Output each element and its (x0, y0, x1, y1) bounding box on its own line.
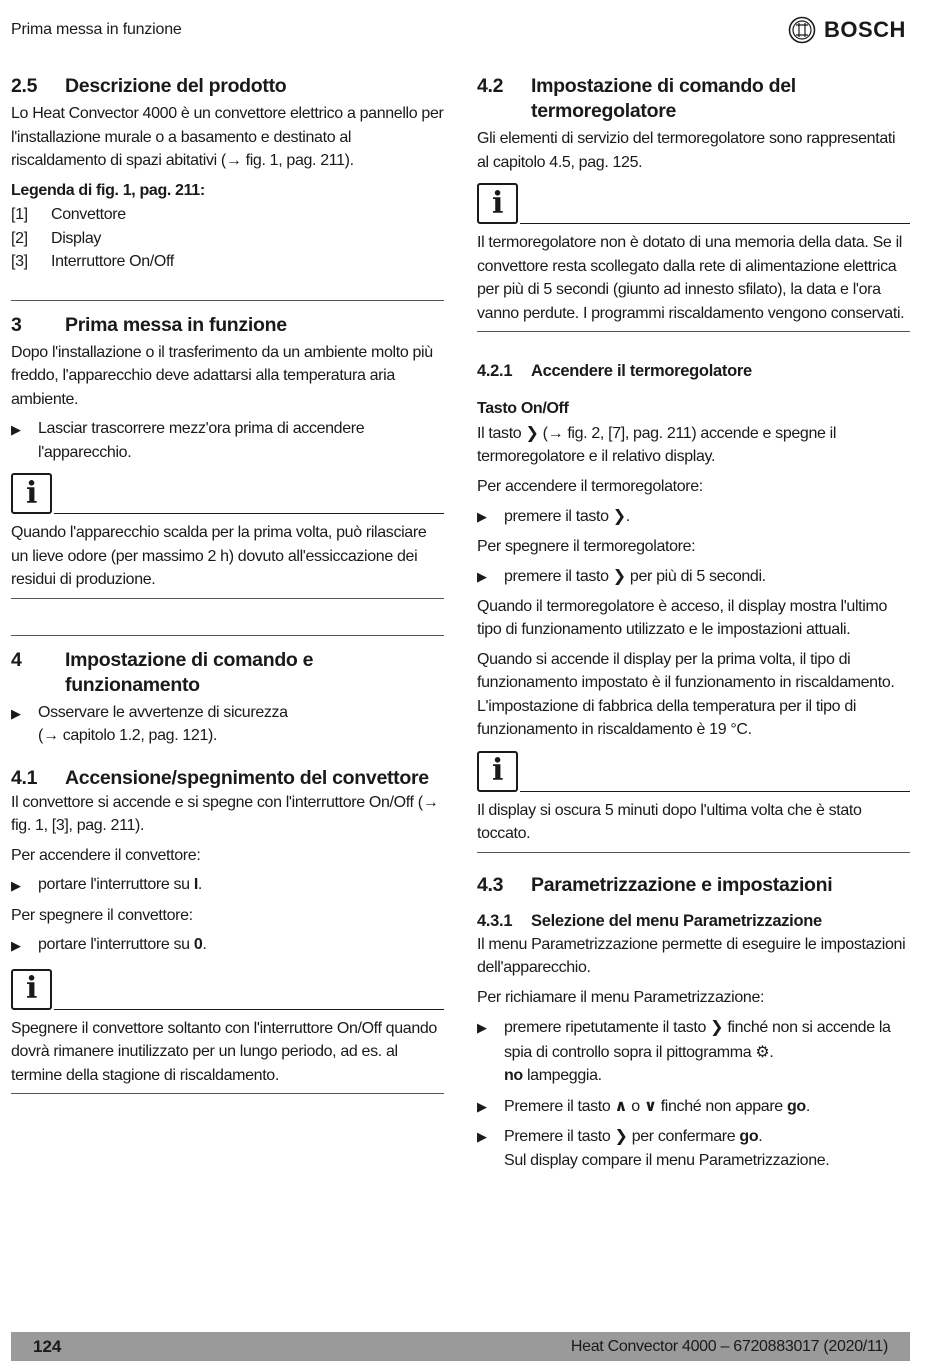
section-heading: 4.2 Impostazione di comando del termoregolatore (477, 75, 796, 122)
document-id: Heat Convector 4000 – 6720883017 (2020/11) (570, 1337, 888, 1355)
note-text: Il display si oscura 5 minuti dopo l'ultima volta che è stato toccato. (477, 801, 862, 842)
info-note (477, 180, 910, 332)
triangle-bullet-icon: ▶ (477, 509, 487, 524)
brand-name: BOSCH (824, 17, 906, 42)
info-icon: i (11, 969, 52, 1010)
list-item: ▶ Premere il tasto ❯ per confermare go. Sul display compare il menu Parametrizzazione. (477, 1124, 910, 1172)
gear-icon: ⚙ (755, 1041, 770, 1061)
paragraph: Gli elementi di servizio del termoregolatore sono rappresentati al capitolo 4.5, pag. 125. (477, 130, 896, 171)
paragraph: Quando si accende il display per la prima volta, il tipo di funzionamento impostato è il funzionamento in riscaldamento. L'impostazione di fabbrica della temperatura per il tipo di funzionamento in riscaldamento è 19 °C. (477, 650, 895, 738)
section-heading: 4.3 Parametrizzazione e impostazioni (477, 873, 833, 896)
bosch-armature-icon (788, 16, 816, 44)
paragraph: Per spegnere il convettore: (11, 906, 193, 924)
triangle-bullet-icon: ▶ (477, 1129, 487, 1144)
page-footer (11, 1332, 910, 1361)
triangle-bullet-icon: ▶ (11, 878, 21, 893)
info-note (11, 966, 444, 1095)
section-heading: 4 Impostazione di comando e funzionamento (11, 648, 314, 696)
triangle-bullet-icon: ▶ (477, 1098, 487, 1114)
right-column (477, 74, 910, 1178)
key-title: Tasto On/Off (477, 400, 569, 417)
bosch-logo (788, 16, 906, 44)
triangle-bullet-icon: ▶ (11, 705, 21, 721)
paragraph: Quando il termoregolatore è acceso, il display mostra l'ultimo tipo di funzionamento utilizzato e le impostazioni attuali. (477, 597, 887, 638)
legend-item: [1] Convettore (11, 206, 126, 223)
info-icon: i (477, 183, 518, 224)
subsection-heading: 4.2.1 Accendere il termoregolatore (477, 362, 752, 380)
page-number: 124 (33, 1336, 62, 1356)
chevron-right-icon: ❯ (612, 566, 626, 585)
list-item: ▶ portare l'interruttore su 0. (11, 933, 444, 958)
paragraph: Lo Heat Convector 4000 è un convettore elettrico a pannello per l'installazione murale o a basamento e destinato al riscaldamento di spazi abitativi (→ fig. 1, pag. 211). (11, 105, 444, 169)
paragraph: Per accendere il convettore: (11, 846, 201, 864)
triangle-bullet-icon: ▶ (11, 422, 21, 437)
legend-item: [3] Interruttore On/Off (11, 253, 174, 270)
paragraph: Il convettore si accende e si spegne con l'interruttore On/Off (→ fig. 1, [3], pag. 211). (11, 793, 439, 834)
list-item: ▶ Osservare le avvertenze di sicurezza (→ capitolo 1.2, pag. 121). (11, 701, 444, 748)
list-item: ▶ premere ripetutamente il tasto ❯ finché non si accende la spia di controllo sopra il pittogramma ⚙. no lampeggia. (477, 1015, 910, 1088)
section-divider (11, 635, 444, 698)
paragraph: Il tasto ❯ (→ fig. 2, [7], pag. 211) accende e spegne il termoregolatore e il relativo display. (477, 422, 837, 465)
chevron-right-icon: ❯ (525, 422, 539, 442)
subsection-heading: 4.3.1 Selezione del menu Parametrizzazione (477, 911, 822, 930)
info-icon: i (477, 751, 518, 792)
chevron-right-icon: ❯ (612, 506, 626, 525)
triangle-bullet-icon: ▶ (477, 1020, 487, 1035)
list-item: ▶ Premere il tasto ∧ o ∨ finché non appare go. (477, 1094, 910, 1119)
chevron-down-icon: ∨ (643, 1095, 657, 1115)
legend-item: [2] Display (11, 229, 102, 247)
chevron-up-icon: ∧ (614, 1095, 628, 1115)
list-item: ▶ premere il tasto ❯ per più di 5 secondi. (477, 564, 910, 589)
list-item: ▶ portare l'interruttore su I. (11, 873, 444, 898)
paragraph: Per accendere il termoregolatore: (477, 477, 703, 495)
section-heading: 2.5 Descrizione del prodotto (11, 75, 287, 97)
paragraph: Il menu Parametrizzazione permette di eseguire le impostazioni dell'apparecchio. (477, 935, 906, 976)
section-divider (11, 300, 444, 338)
list-item: ▶ premere il tasto ❯. (477, 504, 910, 529)
info-note (477, 748, 910, 853)
triangle-bullet-icon: ▶ (477, 569, 487, 584)
legend-title: Legenda di fig. 1, pag. 211: (11, 181, 205, 199)
note-text: Spegnere il convettore soltanto con l'interruttore On/Off quando dovrà rimanere inutilizzato per un lungo periodo, ad es. al termine della stagione di riscaldamento. (11, 1019, 437, 1084)
paragraph: Per spegnere il termoregolatore: (477, 537, 696, 555)
running-header: Prima messa in funzione (11, 21, 182, 38)
list-item: ▶ Lasciar trascorrere mezz'ora prima di accendere l'apparecchio. (11, 417, 444, 464)
chevron-right-icon: ❯ (614, 1126, 628, 1145)
info-note (11, 470, 444, 599)
note-text: Quando l'apparecchio scalda per la prima volta, può rilasciare un lieve odore (per massimo 2 h) dovuto all'essiccazione dei residui di produzione. (11, 524, 427, 588)
section-heading: 3 Prima messa in funzione (11, 313, 287, 336)
info-icon: i (11, 473, 52, 514)
note-text: Il termoregolatore non è dotato di una memoria della data. Se il convettore resta scollegato dalla rete di alimentazione elettrica per più di 5 secondi (giunto ad innesto sfilato), la data e l'ora vanno perdute. I programmi riscaldamento vengono conservati. (477, 234, 905, 322)
chevron-right-icon: ❯ (710, 1017, 724, 1036)
triangle-bullet-icon: ▶ (11, 938, 21, 953)
paragraph: Dopo l'installazione o il trasferimento da un ambiente molto più freddo, l'apparecchio deve adattarsi alla temperatura aria ambiente. (11, 343, 433, 408)
section-heading: 4.1 Accensione/spegnimento del convettore (11, 766, 429, 789)
paragraph: Per richiamare il menu Parametrizzazione: (477, 988, 765, 1006)
left-column (11, 74, 444, 1094)
